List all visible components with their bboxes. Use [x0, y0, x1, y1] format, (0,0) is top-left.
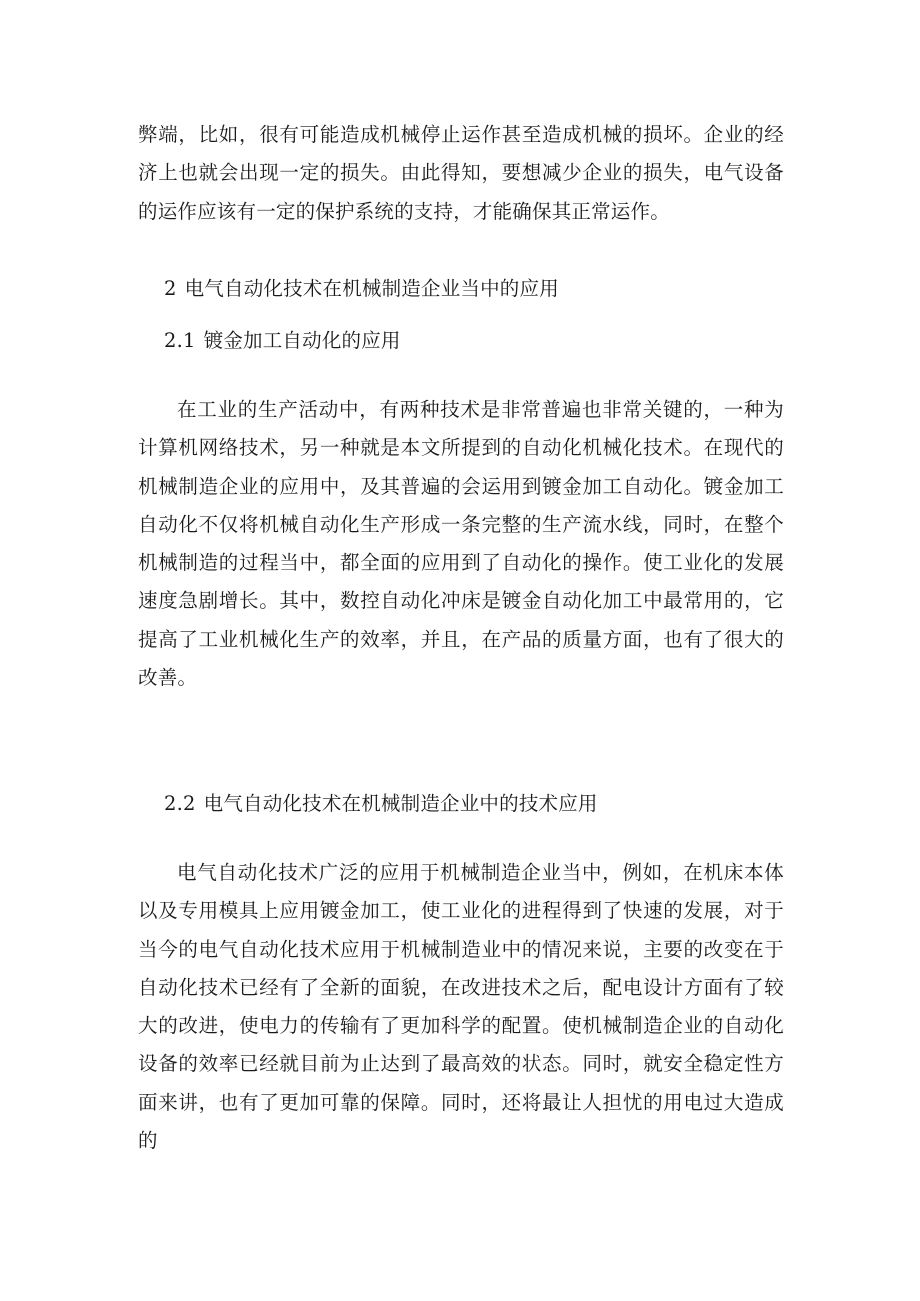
section-heading-2 [164, 274, 559, 304]
paragraph-2-1: 在工业的生产活动中，有两种技术是非常普遍也非常关键的，一种为计算机网络技术，另一种就是本文所提到的自动化机械化技术。在现代的机械制造企业的应用中，及其普遍的会运用到镀金加工自动化。镀金加工自动化不仅将机械自动化生产形成一条完整的生产流水线，同时，在整个机械制造的过程当中，都全面的应用到了自动化的操作。使工业化的发展速度急剧增长。其中，数控自动化冲床是镀金自动化加工中最常用的，它提高了工业机械化生产的效率，并且，在产品的质量方面，也有了很大的改善。 [138, 398, 784, 690]
subsection-number: 2.2 [164, 792, 196, 815]
subsection-number: 2.1 [164, 329, 196, 352]
section-number: 2 [164, 277, 177, 300]
subsection-title: 电气自动化技术在机械制造企业中的技术应用 [203, 792, 598, 815]
section-title: 电气自动化技术在机械制造企业当中的应用 [184, 277, 559, 300]
subsection-heading-2-2 [164, 789, 598, 819]
subsection-title: 镀金加工自动化的应用 [203, 329, 401, 352]
subsection-heading-2-1 [164, 326, 401, 356]
paragraph-2-2: 电气自动化技术广泛的应用于机械制造企业当中，例如，在机床本体以及专用模具上应用镀金加工，使工业化的进程得到了快速的发展，对于当今的电气自动化技术应用于机械制造业中的情况来说，主要的改变在于自动化技术已经有了全新的面貌，在改进技术之后，配电设计方面有了较大的改进，使电力的传输有了更加科学的配置。使机械制造企业的自动化设备的效率已经就目前为止达到了最高效的状态。同时，就安全稳定性方面来讲，也有了更加可靠的保障。同时，还将最让人担忧的用电过大造成的 [138, 861, 784, 1153]
intro-paragraph: 弊端，比如，很有可能造成机械停止运作甚至造成机械的损坏。企业的经济上也就会出现一定的损失。由此得知，要想减少企业的损失，电气设备的运作应该有一定的保护系统的支持，才能确保其正常运作。 [138, 123, 784, 223]
